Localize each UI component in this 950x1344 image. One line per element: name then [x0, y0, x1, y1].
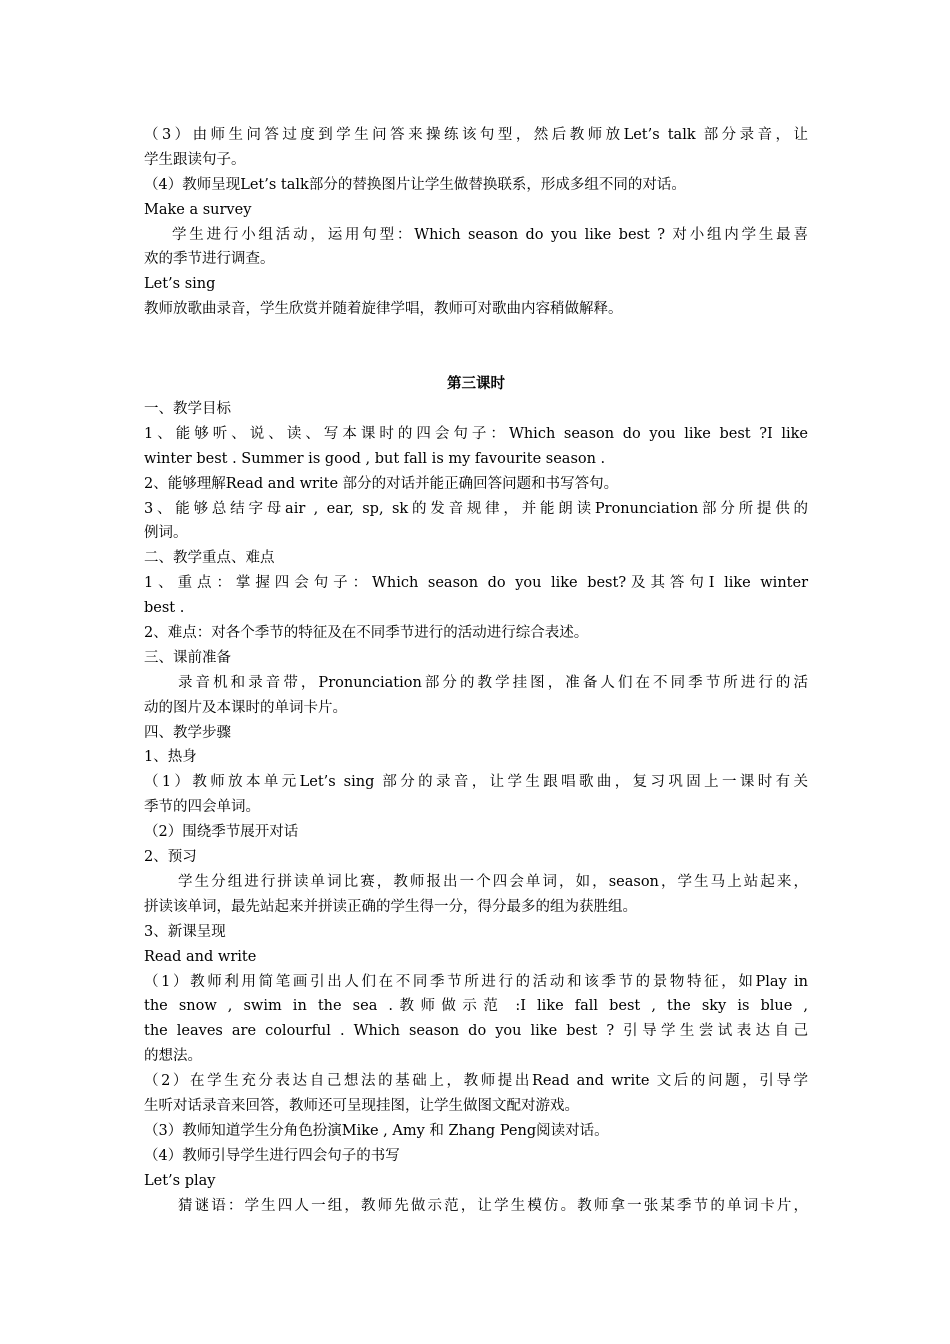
text-line: 2、难点：对各个季节的特征及在不同季节进行的活动进行综合表述。: [144, 625, 589, 642]
lesson-two-tail: [144, 123, 808, 322]
text-line: 3、能够总结字母air , ear, sp, sk的发音规律，并能朗读Pronunciation部分所提供的: [144, 500, 808, 517]
section-gap: [144, 322, 808, 372]
text-line: （3）教师知道学生分角色扮演Mike , Amy 和 Zhang Peng阅读对话。: [144, 1122, 609, 1139]
text-line: （2）围绕季节展开对话: [144, 824, 299, 841]
text-line: 生听对话录音来回答，教师还可呈现挂图，让学生做图文配对游戏。: [144, 1097, 579, 1114]
text-line: （3）由师生问答过度到学生问答来操练该句型，然后教师放Let’s talk 部分录音，让: [144, 127, 808, 143]
text-line: 1、能够听、说、读、写本课时的四会句子：Which season do you like best ?I like: [144, 425, 808, 442]
text-line: 学生进行小组活动，运用句型：Which season do you like best ? 对小组内学生最喜: [172, 226, 808, 243]
text-line: 拼读该单词，最先站起来并拼读正确的学生得一分，得分最多的组为获胜组。: [144, 898, 637, 915]
lesson-three-body: [144, 397, 808, 1218]
text-line: the leaves are colourful . Which season do you like best ? 引导学生尝试表达自己: [144, 1023, 808, 1040]
text-line: Let’s play: [144, 1172, 216, 1189]
text-line: （4）教师引导学生进行四会句子的书写: [144, 1147, 400, 1164]
text-line: Let’s sing: [144, 276, 216, 293]
text-line: winter best . Summer is good , but fall is my favourite season .: [144, 450, 606, 467]
text-line: 学生分组进行拼读单词比赛，教师报出一个四会单词，如，season，学生马上站起来，: [178, 873, 808, 890]
text-line: Make a survey: [144, 201, 252, 218]
text-line: 欢的季节进行调查。: [144, 251, 275, 268]
text-line: 三、课前准备: [144, 649, 231, 666]
text-line: Read and write: [144, 948, 257, 965]
text-line: the snow , swim in the sea .教师做示范 :I like fall best , the sky is blue ,: [144, 998, 808, 1015]
text-line: 教师放歌曲录音，学生欣赏并随着旋律学唱，教师可对歌曲内容稍做解释。: [144, 301, 623, 318]
text-line: 动的图片及本课时的单词卡片。: [144, 699, 347, 716]
text-line: 录音机和录音带，Pronunciation部分的教学挂图，准备人们在不同季节所进行的活: [178, 674, 808, 691]
document-page: [144, 123, 808, 1218]
text-line: 1、热身: [144, 749, 197, 766]
text-line: （4）教师呈现Let’s talk部分的替换图片让学生做替换联系，形成多组不同的对话。: [144, 176, 686, 193]
section-title: 第三课时: [447, 376, 505, 393]
text-line: 一、教学目标: [144, 401, 231, 418]
text-line: 学生跟读句子。: [144, 151, 246, 168]
text-line: 2、预习: [144, 849, 197, 866]
text-line: 季节的四会单词。: [144, 799, 260, 816]
text-line: （2）在学生充分表达自己想法的基础上，教师提出Read and write 文后的问题，引导学: [144, 1073, 808, 1090]
text-line: 二、教学重点、难点: [144, 550, 275, 567]
text-line: 的想法。: [144, 1048, 202, 1065]
text-line: （1）教师放本单元Let’s sing 部分的录音，让学生跟唱歌曲，复习巩固上一课时有关: [144, 774, 808, 791]
text-line: 3、新课呈现: [144, 923, 226, 940]
text-line: 猜谜语：学生四人一组，教师先做示范，让学生模仿。教师拿一张某季节的单词卡片，: [178, 1197, 808, 1214]
text-line: 1、重点：掌握四会句子：Which season do you like best?及其答句I like winter: [144, 575, 808, 592]
text-line: 例词。: [144, 525, 188, 542]
text-line: （1）教师利用简笔画引出人们在不同季节所进行的活动和该季节的景物特征，如Play in: [144, 973, 808, 990]
text-line: best .: [144, 600, 185, 617]
text-line: 四、教学步骤: [144, 724, 231, 741]
text-line: 2、能够理解Read and write 部分的对话并能正确回答问题和书写答句。: [144, 475, 619, 492]
